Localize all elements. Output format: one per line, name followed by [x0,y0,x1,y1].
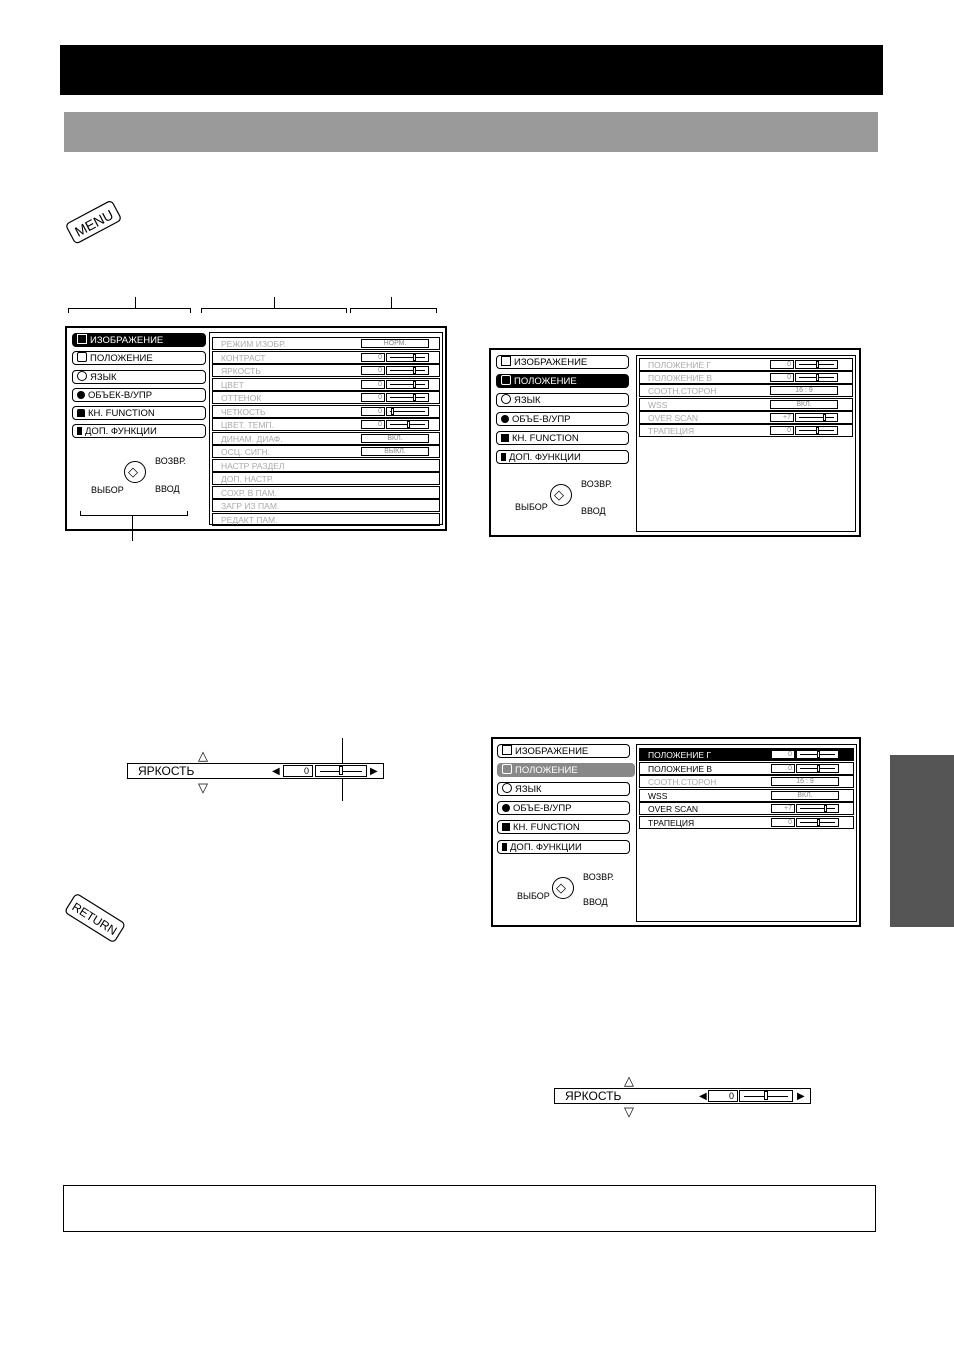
submenu-row[interactable] [212,364,440,377]
up-arrow-icon: △ [624,1073,634,1088]
slider-knob[interactable] [413,394,416,401]
slider-knob[interactable] [339,766,343,775]
tools-icon [77,427,82,435]
right-arrow-icon[interactable]: ▶ [370,766,378,777]
menu-item-object[interactable]: ОБЪЕ-В/УПР [497,801,630,815]
submenu-row-label: ЯРКОСТЬ [221,366,261,376]
submenu-row-label: ТРАПЕЦИЯ [648,426,695,436]
row-slider[interactable] [795,426,838,435]
slider-knob[interactable] [413,367,416,374]
position-submenu-panel [636,355,856,532]
submenu-row-label: WSS [648,399,668,410]
row-value: 0 [361,393,385,402]
submenu-row[interactable] [212,513,440,526]
submenu-row[interactable] [212,337,440,350]
menu-item-position[interactable]: ПОЛОЖЕНИЕ [496,374,629,388]
row-value: 16 : 9 [771,777,839,786]
menu-item-image[interactable]: ИЗОБРАЖЕНИЕ [496,355,629,369]
submenu-row-label: ЦВЕТ [221,379,244,390]
menu-item-object[interactable]: ОБЪЕ-В/УПР [496,412,629,426]
down-arrow-icon: ▽ [198,780,208,795]
brightness-label: ЯРКОСТЬ [138,764,195,778]
slider-knob[interactable] [391,408,394,415]
main-menu-panel [65,326,447,531]
submenu-row[interactable] [212,405,440,418]
menu-button-icon [62,198,126,248]
position-submenu-panel [636,744,857,922]
submenu-row-label: ТРАПЕЦИЯ [648,817,695,828]
picture-icon [501,356,511,366]
submenu-row-label: НАСТР РАЗДЕЛ [221,460,285,471]
submenu-row-label: СООТН.СТОРОН [648,386,717,397]
row-value: 0 [361,366,385,375]
row-slider[interactable] [796,764,839,773]
menu-item-function[interactable]: КН. FUNCTION [496,431,629,445]
brightness-value: 0 [283,765,313,777]
down-arrow-icon: ▽ [624,1104,634,1119]
callout-line [132,516,133,541]
row-slider[interactable] [386,420,429,429]
row-value: 0 [361,420,385,429]
side-tab [890,755,954,927]
brightness-adjust-bar[interactable] [127,763,384,779]
slider-knob[interactable] [823,414,826,421]
row-slider[interactable] [386,393,429,402]
slider-knob[interactable] [817,765,820,772]
up-arrow-icon: △ [198,748,208,763]
submenu-row[interactable] [212,391,440,404]
function-icon [77,409,85,417]
submenu-row[interactable] [212,351,440,364]
submenu-row-label: ЧЕТКОСТЬ [221,406,266,417]
gear-icon [502,804,510,812]
row-value: 0 [361,380,385,389]
slider-knob[interactable] [413,354,416,361]
menu-item-language[interactable]: ЯЗЫК [72,370,206,384]
left-arrow-icon[interactable]: ◀ [272,766,280,777]
bracket-values [350,308,437,313]
nav-back-label: ВОЗВР. [155,456,186,466]
submenu-row[interactable] [639,789,854,802]
row-slider[interactable] [796,804,839,813]
image-submenu-panel [209,332,443,525]
slider-knob[interactable] [817,819,820,826]
submenu-row[interactable] [639,371,853,384]
menu-item-position[interactable]: ПОЛОЖЕНИЕ [497,763,635,777]
submenu-row-label: ПОЛОЖЕНИЕ В [648,763,713,774]
row-slider[interactable] [386,366,429,375]
menu-item-object[interactable]: ОБЪЕК-В/УПР [72,388,206,402]
submenu-row[interactable] [639,398,853,411]
submenu-row-label: ДОП. НАСТР. [221,474,274,484]
submenu-row[interactable] [212,499,440,512]
nav-select-label: ВЫБОР [91,485,124,495]
brightness-label: ЯРКОСТЬ [565,1089,622,1103]
function-icon [501,434,509,442]
row-slider[interactable] [795,373,838,382]
slider-knob[interactable] [816,361,819,368]
row-slider[interactable] [386,380,429,389]
position-icon [77,352,87,362]
submenu-row[interactable] [639,775,854,788]
slider-knob[interactable] [413,381,416,388]
submenu-row-label: РЕДАКТ ПАМ. [221,514,278,525]
tools-icon [501,453,506,461]
header-bar [60,45,883,95]
submenu-row[interactable] [212,486,440,499]
note-box [63,1185,876,1232]
submenu-row[interactable] [212,418,440,431]
submenu-row[interactable] [212,472,440,485]
row-slider[interactable] [795,413,838,422]
nav-enter-label: ВВОД [583,897,608,907]
submenu-row-label: РЕЖИМ ИЗОБР. [221,339,286,349]
row-value: +7 [771,804,795,813]
menu-item-function[interactable]: КН. FUNCTION [72,406,206,420]
brightness-adjust-bar[interactable] [554,1088,811,1104]
submenu-row-label: СОХР. В ПАМ. [221,487,277,498]
row-value: ВКЛ. [771,791,839,800]
tools-icon [502,843,507,851]
submenu-row-label: ЦВЕТ. ТЕМП. [221,420,275,430]
row-value: 16 : 9 [770,386,838,395]
menu-item-options[interactable]: ДОП. ФУНКЦИИ [72,424,206,438]
nav-enter-label: ВВОД [155,484,180,494]
submenu-row-label: ДИНАМ. ДИАФ. [221,433,283,444]
callout-line [391,297,392,308]
submenu-row-label: OVER SCAN [648,804,699,814]
position-menu-panel [489,348,861,537]
submenu-row-label: WSS [648,790,668,801]
slider-knob[interactable] [764,1091,768,1100]
menu-badge-label: MENU [72,206,116,240]
menu-item-options[interactable]: ДОП. ФУНКЦИИ [497,840,630,854]
callout-line [274,297,275,308]
slider-knob[interactable] [816,374,819,381]
callout-line [135,297,136,308]
menu-item-position[interactable]: ПОЛОЖЕНИЕ [72,351,206,365]
row-slider[interactable] [796,818,839,827]
bracket-nav [80,511,188,516]
row-value: 0 [770,360,794,369]
submenu-row[interactable] [639,358,853,371]
left-arrow-icon[interactable]: ◀ [699,1091,707,1102]
row-slider[interactable] [386,407,429,416]
menu-item-language[interactable]: ЯЗЫК [497,782,630,796]
callout-line [342,738,343,764]
row-value: 0 [770,373,794,382]
menu-item-language[interactable]: ЯЗЫК [496,393,629,407]
submenu-row[interactable] [639,384,853,397]
submenu-row[interactable] [639,411,853,424]
row-value: 0 [771,750,795,759]
submenu-row[interactable] [212,432,440,445]
slider-knob[interactable] [816,427,819,434]
picture-icon [502,745,512,755]
submenu-row[interactable] [212,378,440,391]
slider-knob[interactable] [817,751,820,758]
row-slider[interactable] [386,353,429,362]
gear-icon [501,415,509,423]
submenu-row[interactable] [639,802,854,815]
submenu-row-label: СООТН.СТОРОН [648,777,717,787]
return-button-icon [62,893,128,943]
nav-back-label: ВОЗВР. [583,872,614,882]
menu-item-image[interactable]: ИЗОБРАЖЕНИЕ [72,333,206,347]
brightness-slider[interactable] [315,765,367,777]
submenu-row-label: ОСЦ. СИГН. [221,447,271,457]
picture-icon [77,334,87,344]
submenu-row[interactable] [639,762,854,775]
nav-enter-label: ВВОД [581,506,606,516]
row-value: 0 [771,764,795,773]
slider-knob[interactable] [407,421,410,428]
callout-line [342,779,343,801]
submenu-row-label: ПОЛОЖЕНИЕ Г [648,750,712,760]
menu-item-function[interactable]: КН. FUNCTION [497,820,630,834]
brightness-value: 0 [708,1090,738,1102]
submenu-row-label: ПОЛОЖЕНИЕ В [648,373,713,384]
row-slider[interactable] [795,360,838,369]
return-badge-label: RETURN [69,899,120,939]
submenu-row[interactable] [212,459,440,472]
row-value: +7 [770,413,794,422]
submenu-row-label: ОТТЕНОК [221,393,262,403]
globe-icon [501,394,511,404]
row-slider[interactable] [796,750,839,759]
row-value: 0 [770,426,794,435]
function-icon [502,823,510,831]
globe-icon [502,783,512,793]
menu-item-options[interactable]: ДОП. ФУНКЦИИ [496,450,629,464]
nav-select-label: ВЫБОР [515,502,548,512]
submenu-row-label: OVER SCAN [648,412,699,423]
navigation-pad-icon [550,484,572,506]
submenu-row-label: КОНТРАСТ [221,352,266,363]
position-icon [502,764,512,774]
position-menu-panel-active [491,737,861,927]
submenu-row[interactable] [639,424,853,437]
row-value: ВЫКЛ. [361,447,429,456]
row-value: 0 [771,818,795,827]
slider-knob[interactable] [824,805,827,812]
nav-back-label: ВОЗВР. [581,479,612,489]
bracket-main-menu [68,308,191,313]
submenu-row[interactable] [639,816,854,829]
section-bar [64,112,878,152]
row-value: 0 [361,353,385,362]
submenu-row-label: ПОЛОЖЕНИЕ Г [648,360,712,370]
row-value: ВКЛ. [770,400,838,409]
navigation-pad-icon [552,877,574,899]
submenu-row[interactable] [212,445,440,458]
submenu-row-label: ЗАГР ИЗ ПАМ. [221,501,280,511]
position-icon [501,375,511,385]
navigation-pad-icon [124,461,146,483]
gear-icon [77,391,85,399]
nav-select-label: ВЫБОР [517,891,550,901]
row-value: ВКЛ. [361,434,429,443]
row-value: 0 [361,407,385,416]
submenu-row[interactable] [639,748,854,761]
row-value: НОРМ. [361,339,429,348]
menu-item-image[interactable]: ИЗОБРАЖЕНИЕ [497,744,630,758]
right-arrow-icon[interactable]: ▶ [797,1091,805,1102]
bracket-submenu [201,308,347,313]
globe-icon [77,371,87,381]
brightness-slider[interactable] [739,1090,793,1102]
